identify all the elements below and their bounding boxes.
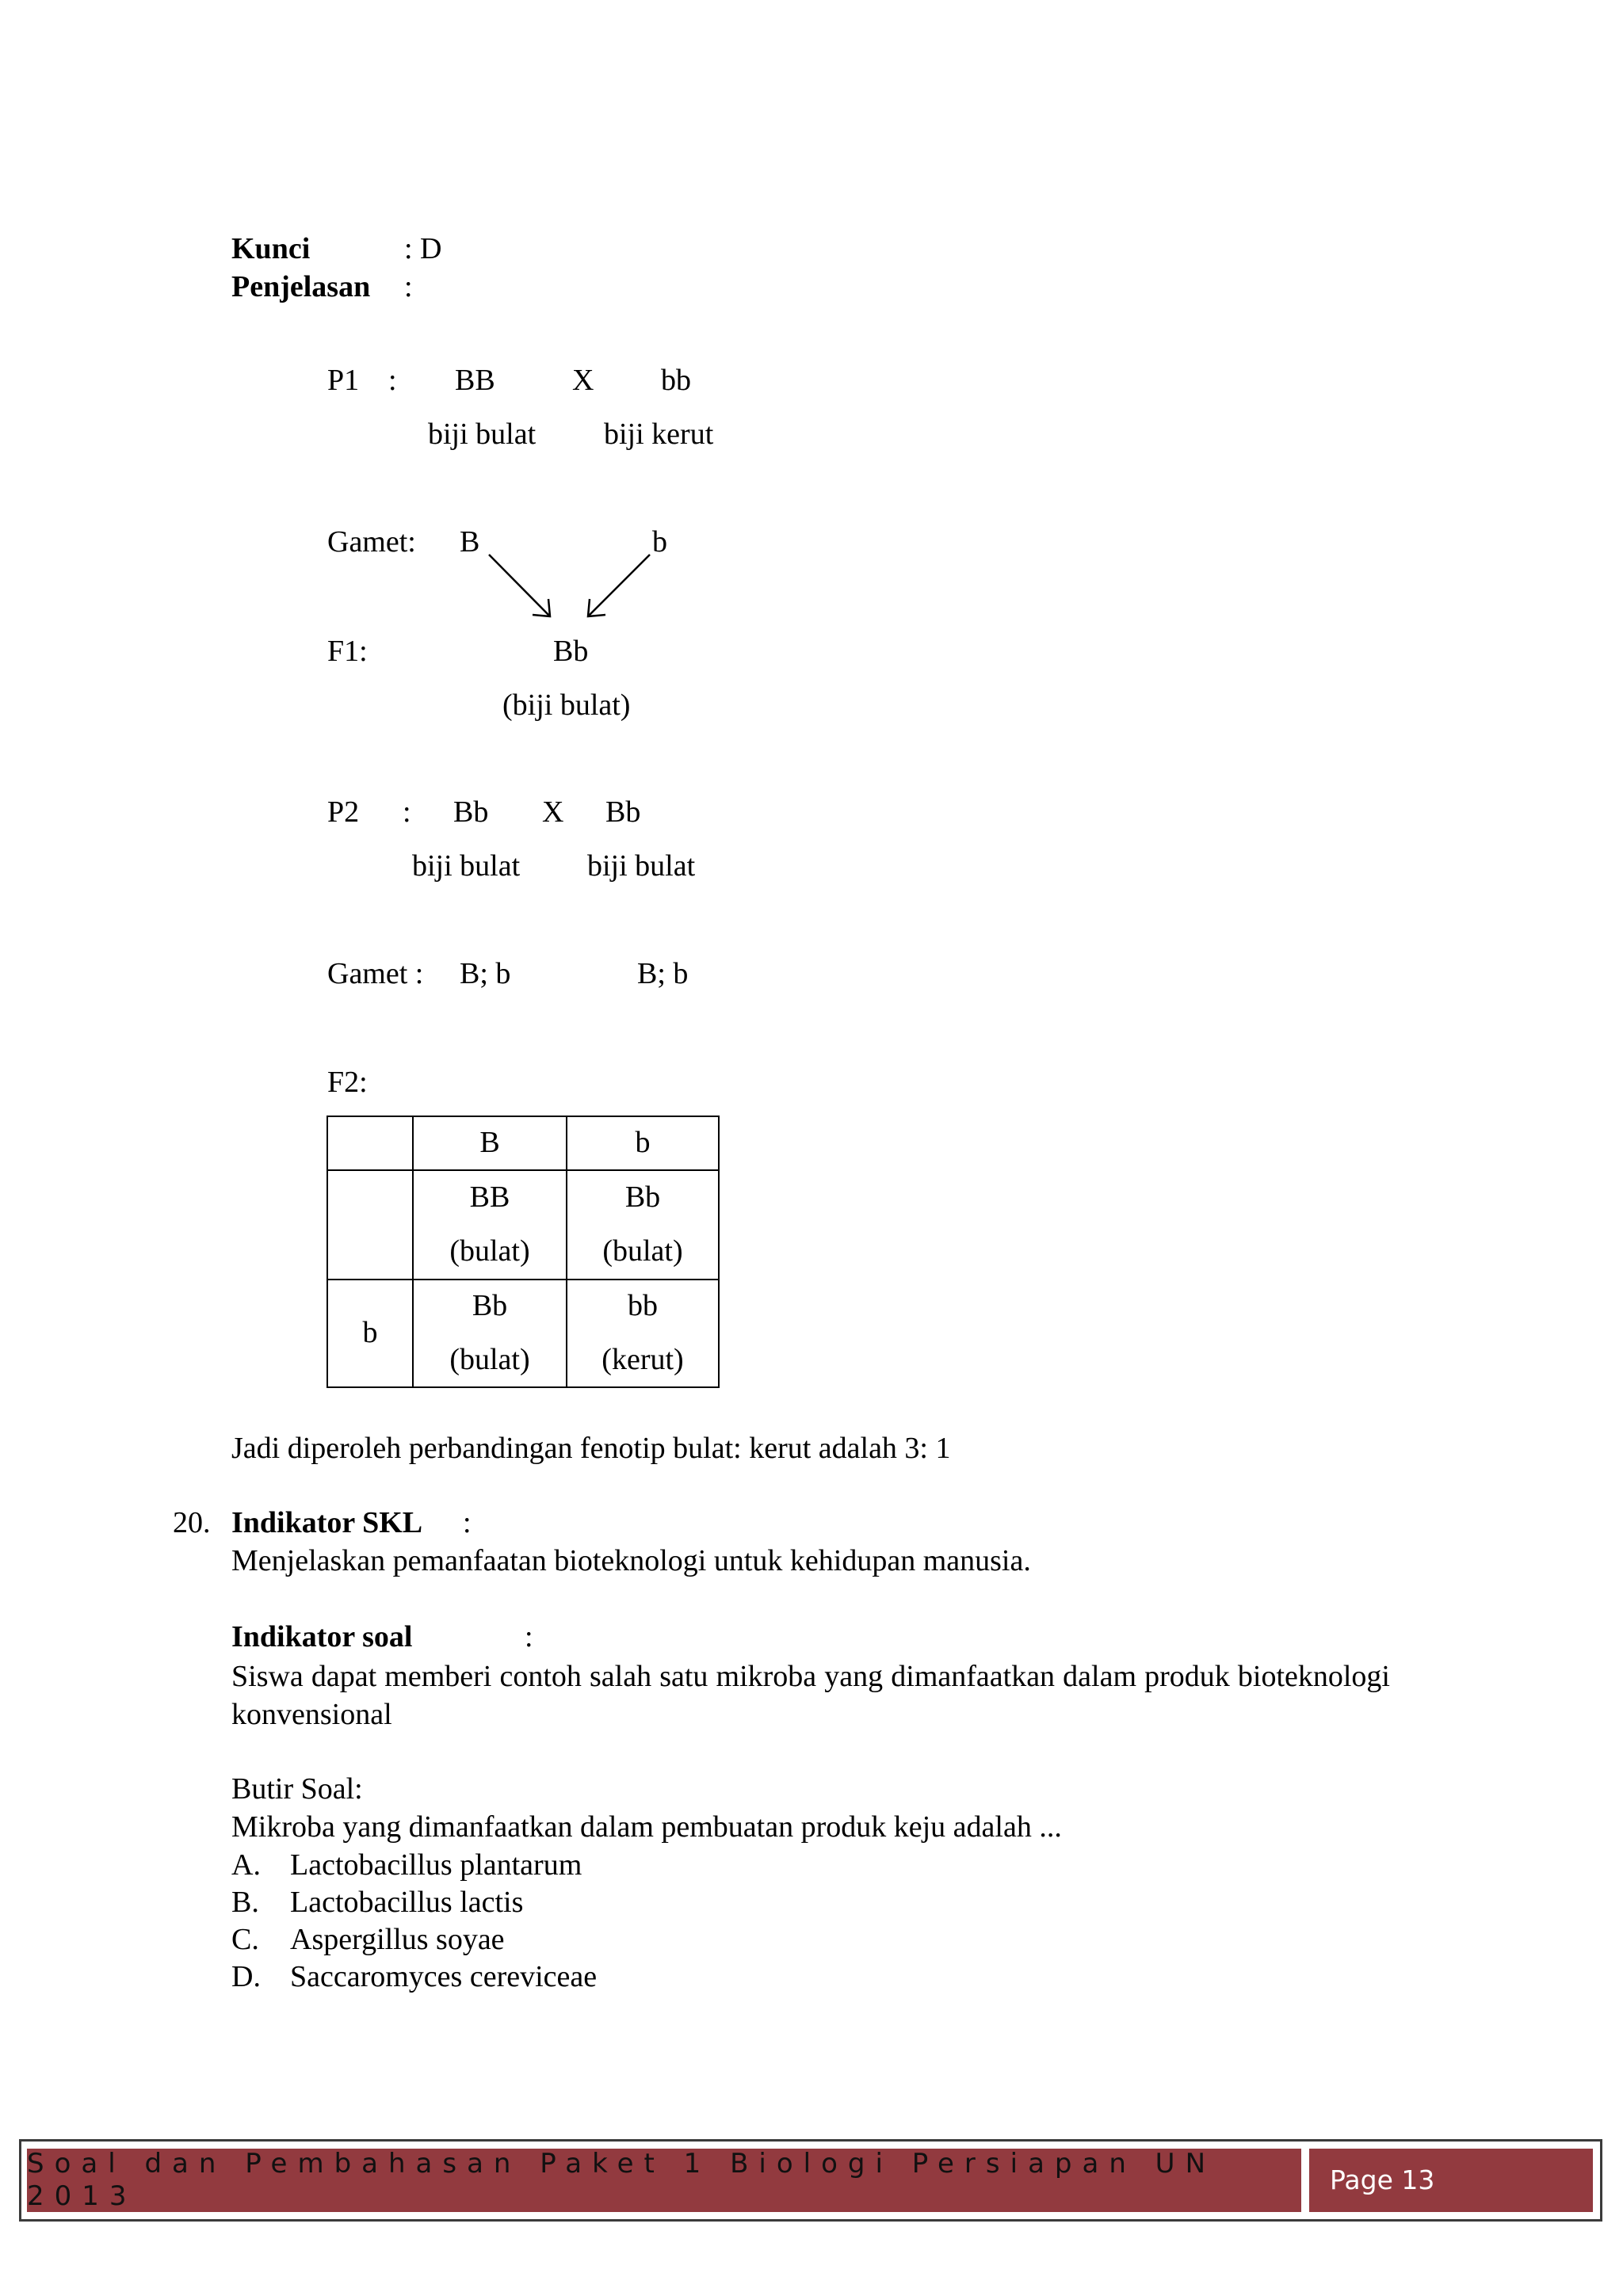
p2-right-phenotype: biji bulat — [587, 849, 696, 883]
gamet1-left: B — [460, 525, 480, 559]
option-letter: D. — [231, 1960, 261, 1993]
indikator-soal-label: Indikator soal — [231, 1620, 413, 1653]
p2-label: P2 — [327, 795, 360, 829]
option-letter: A. — [231, 1848, 261, 1882]
f2-label: F2: — [327, 1066, 368, 1099]
kunci-label: Kunci — [231, 232, 311, 265]
cell-phenotype: (bulat) — [449, 1234, 530, 1268]
page-number: Page 13 — [1330, 2164, 1435, 2196]
punnett-cell — [567, 1170, 719, 1280]
indikator-skl-text: Menjelaskan pemanfaatan bioteknologi untuk kehidupan manusia. — [231, 1544, 1031, 1577]
punnett-header-row — [327, 1116, 719, 1170]
option-text: Saccaromyces cereviceae — [290, 1960, 598, 1993]
gamete-arrows — [475, 547, 666, 634]
option-text: Lactobacillus lactis — [290, 1886, 524, 1919]
p1-left-genotype: BB — [455, 364, 495, 397]
f1-label: F1: — [327, 635, 368, 668]
punnett-cell — [567, 1280, 719, 1387]
option-letter: B. — [231, 1886, 259, 1919]
gamet2-left: B; b — [460, 957, 511, 990]
gamet2-label: Gamet : — [327, 957, 424, 990]
cell-genotype: Bb — [624, 1180, 661, 1215]
cell-phenotype: (kerut) — [601, 1343, 684, 1376]
punnett-cell — [413, 1280, 567, 1387]
indikator-skl-colon: : — [463, 1506, 472, 1539]
p1-label: P1 — [327, 364, 360, 397]
cell-genotype: bb — [628, 1289, 658, 1323]
gamet1-right: b — [652, 525, 667, 559]
conclusion-text: Jadi diperoleh perbandingan fenotip bulat: kerut adalah 3: 1 — [231, 1432, 951, 1465]
indikator-soal-colon: : — [525, 1620, 533, 1653]
cell-phenotype: (bulat) — [602, 1234, 683, 1268]
question-text: Mikroba yang dimanfaatkan dalam pembuatan produk keju adalah ... — [231, 1810, 1062, 1844]
punnett-col-header: B — [413, 1116, 567, 1170]
penjelasan-colon: : — [404, 270, 413, 303]
option-letter: C. — [231, 1923, 259, 1956]
punnett-cell — [413, 1170, 567, 1280]
f1-genotype: Bb — [553, 635, 589, 668]
butir-soal-label: Butir Soal: — [231, 1772, 363, 1806]
p1-left-phenotype: biji bulat — [428, 418, 537, 451]
footer-divider — [1301, 2149, 1309, 2212]
cell-genotype: Bb — [472, 1289, 508, 1323]
indikator-skl-label: Indikator SKL — [231, 1506, 423, 1539]
punnett-row-header — [327, 1170, 413, 1280]
option-text: Lactobacillus plantarum — [290, 1848, 582, 1882]
p2-left-phenotype: biji bulat — [412, 849, 521, 883]
penjelasan-label: Penjelasan — [231, 270, 371, 303]
p2-colon: : — [403, 795, 411, 829]
indikator-soal-text: Siswa dapat memberi contoh salah satu mikroba yang dimanfaatkan dalam produk bioteknologi konvensional — [231, 1660, 1390, 1731]
punnett-square — [327, 1116, 720, 1388]
option-text: Aspergillus soyae — [290, 1923, 505, 1956]
kunci-value: : D — [404, 232, 442, 265]
p1-right-phenotype: biji kerut — [604, 418, 714, 451]
p1-right-genotype: bb — [661, 364, 691, 397]
p2-cross: X — [542, 795, 564, 829]
punnett-row-header: b — [327, 1280, 413, 1387]
gamet2-right: B; b — [637, 957, 689, 990]
punnett-row — [327, 1170, 719, 1280]
gamet1-label: Gamet: — [327, 525, 416, 559]
p1-colon: : — [388, 364, 397, 397]
p1-cross: X — [572, 364, 594, 397]
punnett-col-header: b — [567, 1116, 719, 1170]
punnett-corner — [327, 1116, 413, 1170]
cell-genotype: BB — [469, 1180, 510, 1215]
p2-left-genotype: Bb — [453, 795, 489, 829]
p2-right-genotype: Bb — [605, 795, 641, 829]
f1-phenotype: (biji bulat) — [502, 688, 631, 722]
punnett-row — [327, 1280, 719, 1387]
cell-phenotype: (bulat) — [449, 1343, 530, 1376]
footer-title: Soal dan Pembahasan Paket 1 Biologi Persiapan UN 2013 — [27, 2148, 1216, 2212]
question-number: 20. — [173, 1506, 211, 1539]
